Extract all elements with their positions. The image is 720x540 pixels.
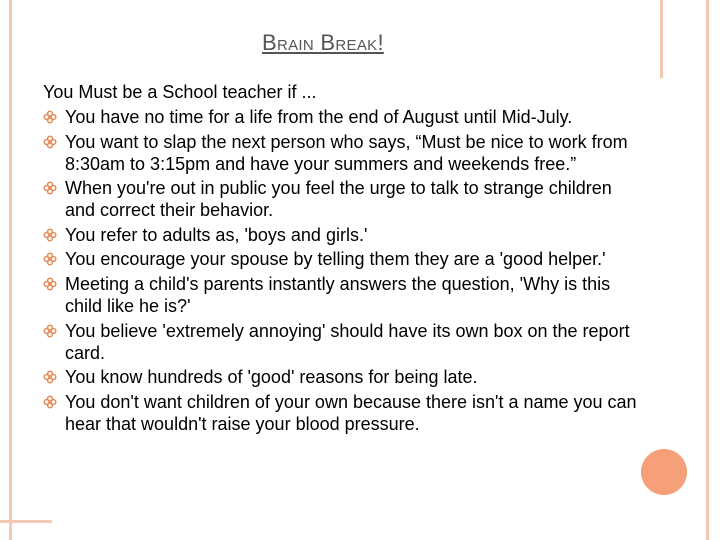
- frame-line-bottom-left: [0, 520, 52, 523]
- list-item: [43, 273, 643, 317]
- flower-bullet-icon: [43, 228, 57, 242]
- flower-bullet-icon: [43, 110, 57, 124]
- list-item: [43, 320, 643, 364]
- list-item-text: You encourage your spouse by telling them they are a 'good helper.': [65, 249, 606, 270]
- flower-bullet-icon: [43, 324, 57, 338]
- list-item: [43, 391, 643, 435]
- flower-bullet-icon: [43, 395, 57, 409]
- list-item-text: You refer to adults as, 'boys and girls.': [65, 224, 368, 245]
- list-item-text: You want to slap the next person who says, “Must be nice to work from 8:30am to 3:15pm and have your summers and weekends free.”: [65, 131, 628, 174]
- slide-title: Brain Break!: [262, 30, 384, 55]
- decorative-circle: [641, 449, 687, 495]
- list-item: [43, 131, 643, 175]
- list-item-text: You know hundreds of 'good' reasons for being late.: [65, 367, 478, 388]
- list-item: [43, 177, 643, 221]
- list-item-text: You have no time for a life from the end of August until Mid-July.: [65, 107, 573, 127]
- list-item-text: You believe 'extremely annoying' should have its own box on the report card.: [65, 320, 630, 363]
- flower-bullet-icon: [43, 277, 57, 291]
- list-item-text: You don't want children of your own because there isn't a name you can hear that wouldn't raise your blood pressure.: [65, 391, 637, 434]
- list-item-text: Meeting a child's parents instantly answers the question, 'Why is this child like he is?': [65, 273, 611, 316]
- flower-bullet-icon: [43, 135, 57, 149]
- flower-bullet-icon: [43, 252, 57, 266]
- flower-bullet-icon: [43, 181, 57, 195]
- frame-line-left: [9, 0, 12, 540]
- slide-heading: You Must be a School teacher if ...: [43, 82, 317, 102]
- bullet-list: [43, 106, 643, 437]
- list-item-text: When you're out in public you feel the urge to talk to strange children and correct their behavior.: [65, 178, 612, 221]
- list-item: [43, 366, 643, 388]
- list-item: [43, 106, 643, 128]
- frame-line-right: [706, 0, 709, 540]
- frame-line-top-right: [660, 0, 663, 78]
- list-item: [43, 248, 643, 270]
- list-item: [43, 224, 643, 246]
- flower-bullet-icon: [43, 370, 57, 384]
